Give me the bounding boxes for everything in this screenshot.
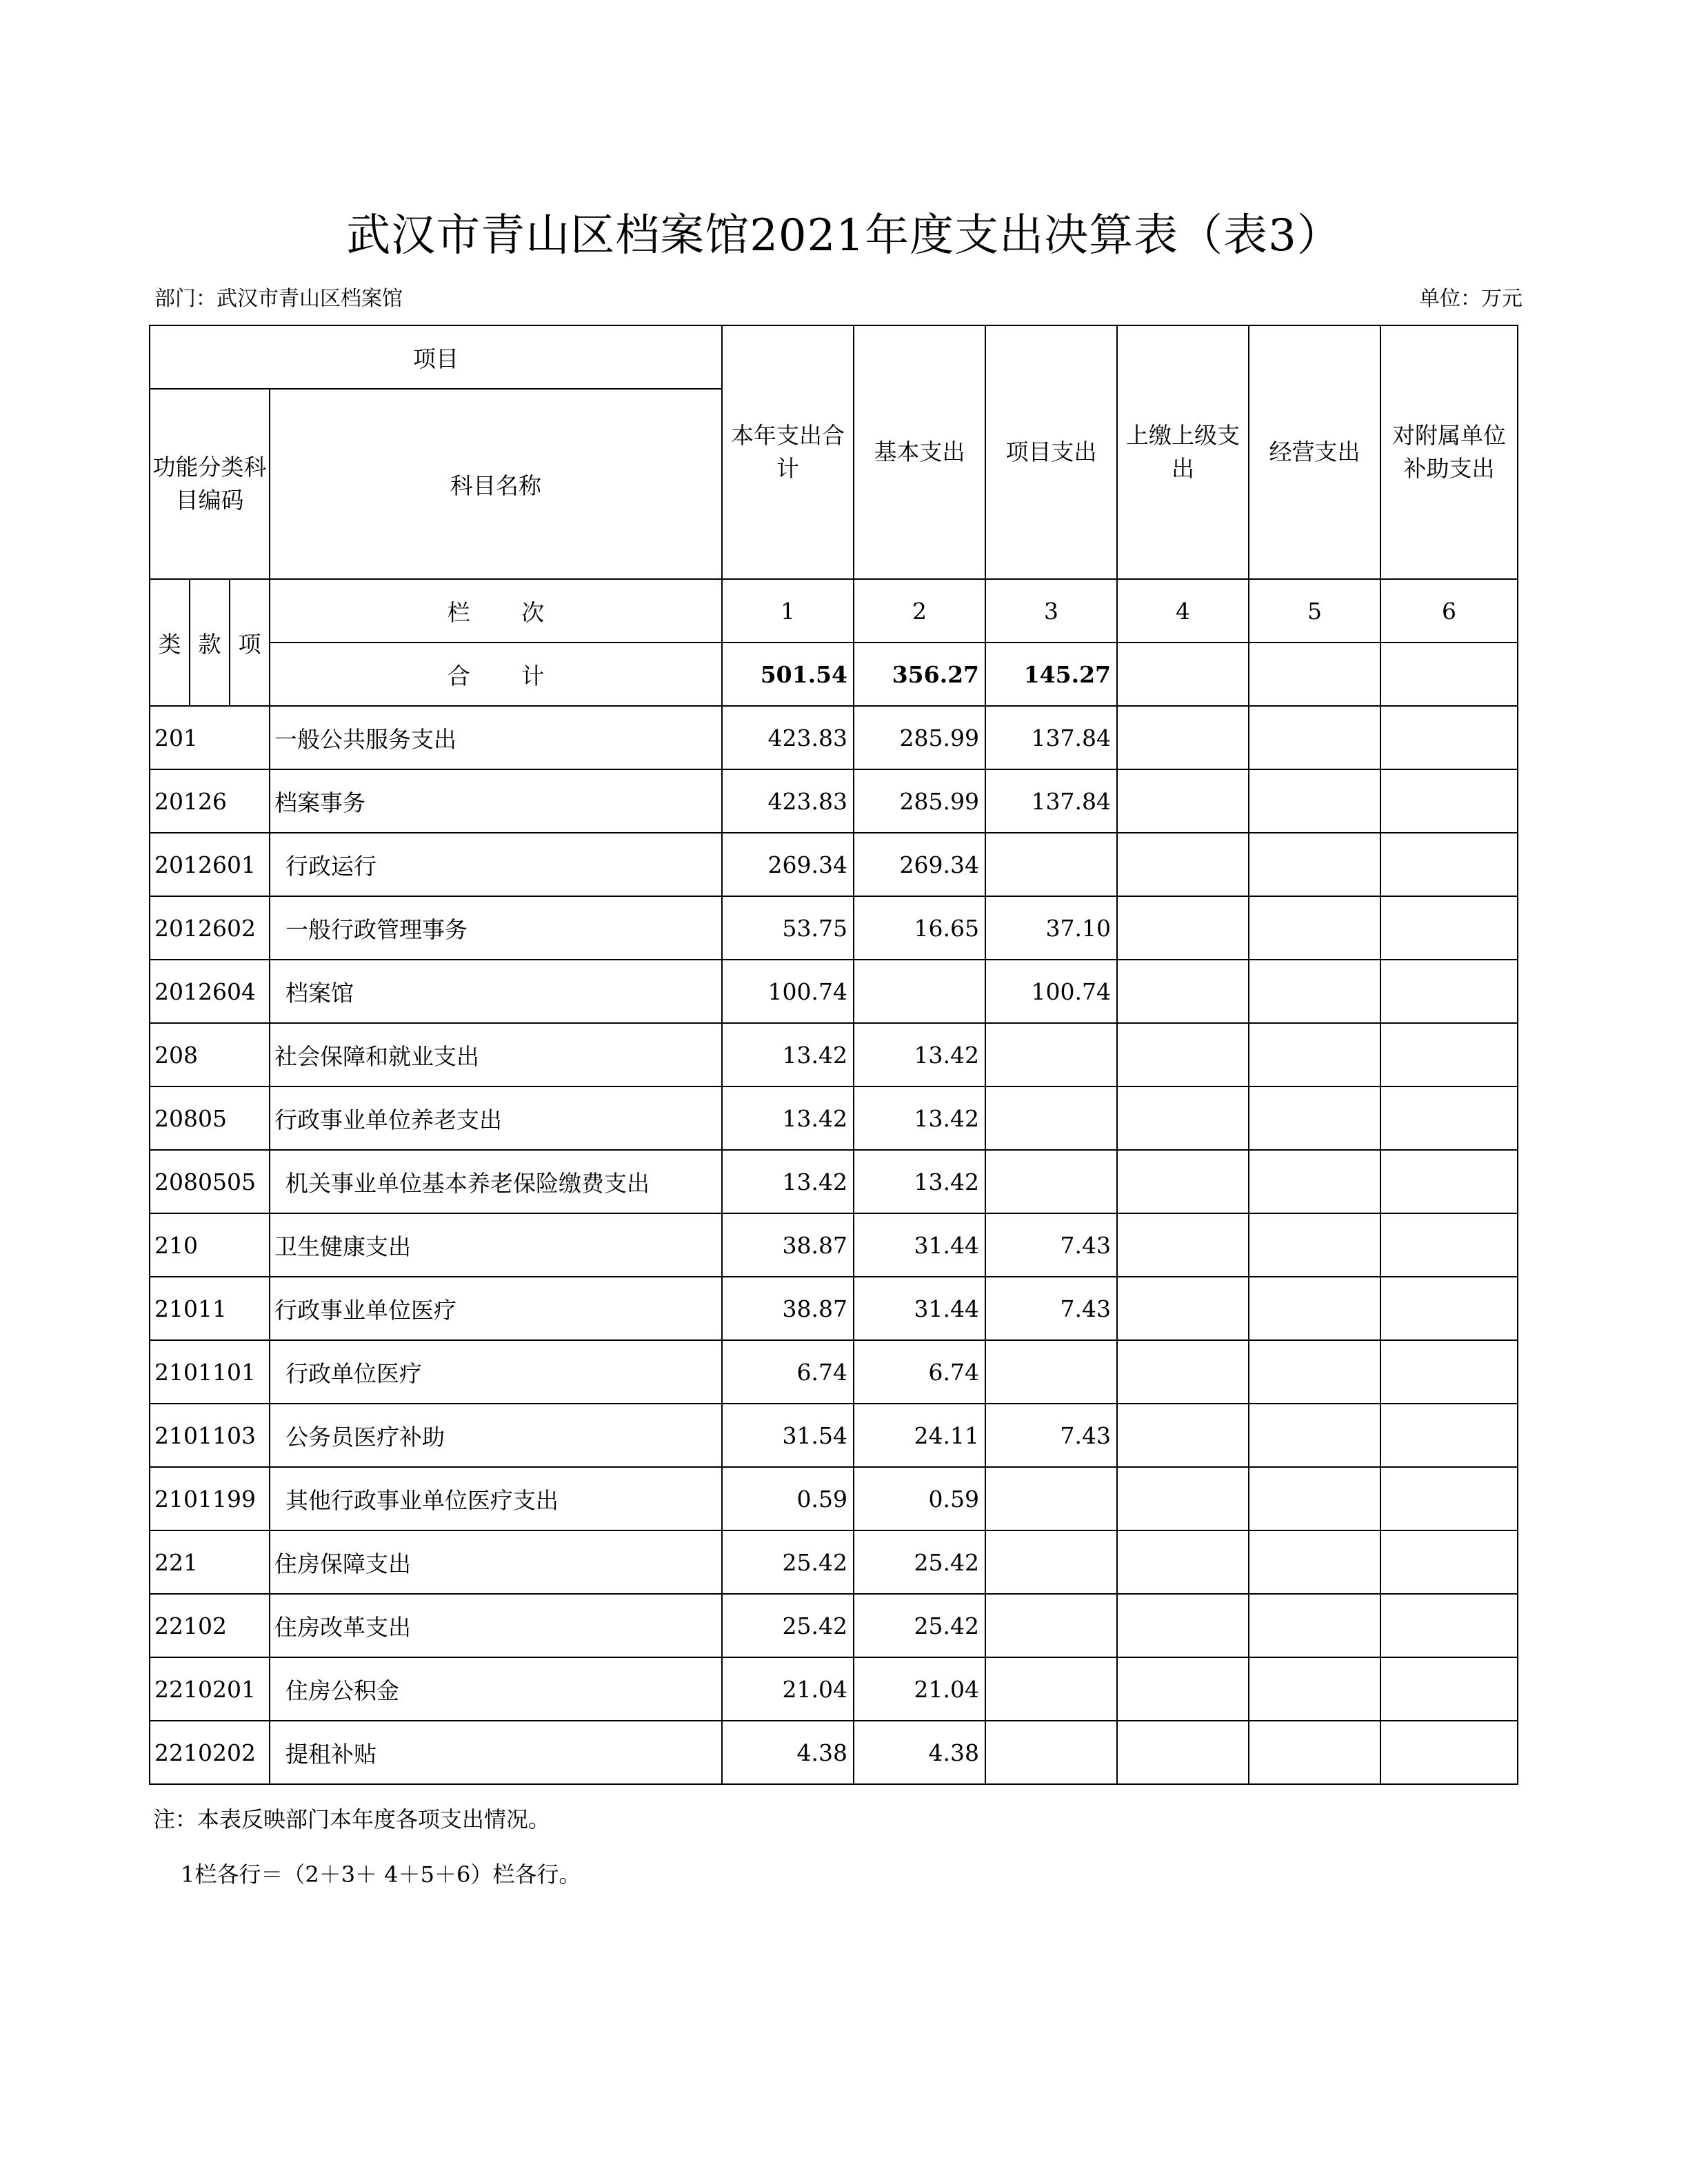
row-project-value: 37.10 bbox=[985, 896, 1117, 960]
page-title: 武汉市青山区档案馆2021年度支出决算表（表3） bbox=[346, 210, 1342, 261]
table-row bbox=[150, 1657, 1518, 1721]
row-subject-name: 社会保障和就业支出 bbox=[270, 1023, 722, 1086]
row-code: 2101101 bbox=[150, 1340, 270, 1404]
row-total-value: 13.42 bbox=[722, 1023, 854, 1086]
row-total-value: 25.42 bbox=[722, 1594, 854, 1657]
header-xiang: 项 bbox=[230, 579, 270, 706]
table-row bbox=[150, 833, 1518, 896]
header-subject-name: 科目名称 bbox=[270, 389, 722, 579]
row-business-value bbox=[1249, 1467, 1380, 1530]
row-upper-value bbox=[1117, 1721, 1249, 1784]
row-project-value bbox=[985, 1086, 1117, 1150]
table-row bbox=[150, 896, 1518, 960]
header-col-basic: 基本支出 bbox=[854, 325, 985, 579]
row-subject-name: 住房保障支出 bbox=[270, 1530, 722, 1594]
row-basic-value: 21.04 bbox=[854, 1657, 985, 1721]
row-basic-value: 16.65 bbox=[854, 896, 985, 960]
row-code: 21011 bbox=[150, 1277, 270, 1340]
row-subject-name: 档案馆 bbox=[270, 960, 722, 1023]
row-project-value bbox=[985, 1657, 1117, 1721]
row-subject-name: 一般公共服务支出 bbox=[270, 706, 722, 769]
row-business-value bbox=[1249, 1340, 1380, 1404]
col-number-3: 3 bbox=[985, 579, 1117, 643]
row-project-value: 137.84 bbox=[985, 706, 1117, 769]
row-project-value: 100.74 bbox=[985, 960, 1117, 1023]
row-business-value bbox=[1249, 1277, 1380, 1340]
row-basic-value: 31.44 bbox=[854, 1277, 985, 1340]
table-row bbox=[150, 769, 1518, 833]
header-item: 项目 bbox=[150, 325, 722, 389]
row-basic-value: 24.11 bbox=[854, 1404, 985, 1467]
row-code: 2210201 bbox=[150, 1657, 270, 1721]
row-code: 22102 bbox=[150, 1594, 270, 1657]
header-col-upper: 上缴上级支出 bbox=[1117, 325, 1249, 579]
table-row bbox=[150, 1150, 1518, 1213]
row-business-value bbox=[1249, 1213, 1380, 1277]
col-number-2: 2 bbox=[854, 579, 985, 643]
row-business-value bbox=[1249, 833, 1380, 896]
row-basic-value: 13.42 bbox=[854, 1150, 985, 1213]
total-upper bbox=[1117, 643, 1249, 706]
row-total-value: 13.42 bbox=[722, 1086, 854, 1150]
row-total-value: 53.75 bbox=[722, 896, 854, 960]
row-total-value: 100.74 bbox=[722, 960, 854, 1023]
row-subsidy-value bbox=[1380, 706, 1518, 769]
row-basic-value: 13.42 bbox=[854, 1086, 985, 1150]
table-row bbox=[150, 960, 1518, 1023]
row-code: 20805 bbox=[150, 1086, 270, 1150]
row-basic-value: 25.42 bbox=[854, 1594, 985, 1657]
col-number-6: 6 bbox=[1380, 579, 1518, 643]
note-line-2: 1栏各行＝（2＋3＋ 4＋5＋6）栏各行。 bbox=[181, 1861, 581, 1888]
row-total-value: 0.59 bbox=[722, 1467, 854, 1530]
row-subject-name: 机关事业单位基本养老保险缴费支出 bbox=[270, 1150, 722, 1213]
table-row bbox=[150, 1404, 1518, 1467]
row-subsidy-value bbox=[1380, 1213, 1518, 1277]
table-row bbox=[150, 1467, 1518, 1530]
row-business-value bbox=[1249, 896, 1380, 960]
row-subsidy-value bbox=[1380, 833, 1518, 896]
table-row bbox=[150, 1594, 1518, 1657]
row-subsidy-value bbox=[1380, 1657, 1518, 1721]
row-subject-name: 公务员医疗补助 bbox=[270, 1404, 722, 1467]
row-upper-value bbox=[1117, 1340, 1249, 1404]
row-project-value bbox=[985, 1467, 1117, 1530]
row-business-value bbox=[1249, 1404, 1380, 1467]
department-label: 部门：武汉市青山区档案馆 bbox=[154, 287, 403, 311]
row-upper-value bbox=[1117, 960, 1249, 1023]
row-project-value bbox=[985, 1530, 1117, 1594]
header-kuan: 款 bbox=[190, 579, 230, 706]
row-upper-value bbox=[1117, 896, 1249, 960]
row-code: 20126 bbox=[150, 769, 270, 833]
row-basic-value: 285.99 bbox=[854, 706, 985, 769]
row-subsidy-value bbox=[1380, 1340, 1518, 1404]
row-code: 2012601 bbox=[150, 833, 270, 896]
row-code: 208 bbox=[150, 1023, 270, 1086]
row-total-value: 31.54 bbox=[722, 1404, 854, 1467]
table-row bbox=[150, 1023, 1518, 1086]
header-col-project: 项目支出 bbox=[985, 325, 1117, 579]
row-project-value: 137.84 bbox=[985, 769, 1117, 833]
row-upper-value bbox=[1117, 769, 1249, 833]
row-upper-value bbox=[1117, 1150, 1249, 1213]
unit-label: 单位：万元 bbox=[1419, 287, 1523, 311]
total-sum: 501.54 bbox=[722, 643, 854, 706]
col-number-5: 5 bbox=[1249, 579, 1380, 643]
table-row bbox=[150, 1721, 1518, 1784]
row-business-value bbox=[1249, 1594, 1380, 1657]
row-business-value bbox=[1249, 1657, 1380, 1721]
row-business-value bbox=[1249, 769, 1380, 833]
row-code: 201 bbox=[150, 706, 270, 769]
header-col-subsidy: 对附属单位补助支出 bbox=[1380, 325, 1518, 579]
row-subject-name: 行政单位医疗 bbox=[270, 1340, 722, 1404]
row-business-value bbox=[1249, 1023, 1380, 1086]
row-business-value bbox=[1249, 1086, 1380, 1150]
row-project-value bbox=[985, 833, 1117, 896]
row-total-value: 423.83 bbox=[722, 769, 854, 833]
total-project: 145.27 bbox=[985, 643, 1117, 706]
row-code: 2012604 bbox=[150, 960, 270, 1023]
row-upper-value bbox=[1117, 1086, 1249, 1150]
col-number-4: 4 bbox=[1117, 579, 1249, 643]
row-subsidy-value bbox=[1380, 1467, 1518, 1530]
row-subject-name: 一般行政管理事务 bbox=[270, 896, 722, 960]
row-basic-value: 285.99 bbox=[854, 769, 985, 833]
row-project-value bbox=[985, 1340, 1117, 1404]
row-upper-value bbox=[1117, 1213, 1249, 1277]
row-subsidy-value bbox=[1380, 1277, 1518, 1340]
row-total-value: 423.83 bbox=[722, 706, 854, 769]
row-subject-name: 住房公积金 bbox=[270, 1657, 722, 1721]
row-subsidy-value bbox=[1380, 769, 1518, 833]
total-basic: 356.27 bbox=[854, 643, 985, 706]
row-basic-value bbox=[854, 960, 985, 1023]
col-number-1: 1 bbox=[722, 579, 854, 643]
row-total-value: 269.34 bbox=[722, 833, 854, 896]
row-subsidy-value bbox=[1380, 1721, 1518, 1784]
row-upper-value bbox=[1117, 1467, 1249, 1530]
row-basic-value: 25.42 bbox=[854, 1530, 985, 1594]
row-code: 221 bbox=[150, 1530, 270, 1594]
row-upper-value bbox=[1117, 1657, 1249, 1721]
row-business-value bbox=[1249, 1150, 1380, 1213]
row-code: 2012602 bbox=[150, 896, 270, 960]
row-total-value: 38.87 bbox=[722, 1213, 854, 1277]
row-upper-value bbox=[1117, 1530, 1249, 1594]
row-basic-value: 0.59 bbox=[854, 1467, 985, 1530]
row-business-value bbox=[1249, 1721, 1380, 1784]
row-basic-value: 269.34 bbox=[854, 833, 985, 896]
row-total-value: 4.38 bbox=[722, 1721, 854, 1784]
total-row-label: 合 计 bbox=[447, 662, 567, 689]
row-project-value: 7.43 bbox=[985, 1404, 1117, 1467]
row-project-value bbox=[985, 1150, 1117, 1213]
row-total-value: 38.87 bbox=[722, 1277, 854, 1340]
row-subsidy-value bbox=[1380, 896, 1518, 960]
row-upper-value bbox=[1117, 1404, 1249, 1467]
total-subsidy bbox=[1380, 643, 1518, 706]
header-func-code: 功能分类科目编码 bbox=[150, 389, 270, 579]
row-subject-name: 提租补贴 bbox=[270, 1721, 722, 1784]
row-business-value bbox=[1249, 960, 1380, 1023]
row-subsidy-value bbox=[1380, 1150, 1518, 1213]
row-upper-value bbox=[1117, 1277, 1249, 1340]
row-subject-name: 其他行政事业单位医疗支出 bbox=[270, 1467, 722, 1530]
row-upper-value bbox=[1117, 706, 1249, 769]
row-code: 2080505 bbox=[150, 1150, 270, 1213]
row-project-value bbox=[985, 1023, 1117, 1086]
row-subject-name: 行政运行 bbox=[270, 833, 722, 896]
header-lei: 类 bbox=[150, 579, 190, 706]
table-row bbox=[150, 1086, 1518, 1150]
row-code: 2101199 bbox=[150, 1467, 270, 1530]
row-upper-value bbox=[1117, 1594, 1249, 1657]
note-line-1: 注：本表反映部门本年度各项支出情况。 bbox=[153, 1806, 551, 1832]
row-subsidy-value bbox=[1380, 1530, 1518, 1594]
row-total-value: 13.42 bbox=[722, 1150, 854, 1213]
row-upper-value bbox=[1117, 833, 1249, 896]
row-total-value: 25.42 bbox=[722, 1530, 854, 1594]
table-row bbox=[150, 1530, 1518, 1594]
row-code: 210 bbox=[150, 1213, 270, 1277]
row-code: 2210202 bbox=[150, 1721, 270, 1784]
row-subject-name: 档案事务 bbox=[270, 769, 722, 833]
row-business-value bbox=[1249, 1530, 1380, 1594]
table-row bbox=[150, 1277, 1518, 1340]
header-col-total: 本年支出合计 bbox=[722, 325, 854, 579]
row-subsidy-value bbox=[1380, 960, 1518, 1023]
row-subsidy-value bbox=[1380, 1404, 1518, 1467]
row-subject-name: 卫生健康支出 bbox=[270, 1213, 722, 1277]
header-col-business: 经营支出 bbox=[1249, 325, 1380, 579]
table-row bbox=[150, 1213, 1518, 1277]
table-row bbox=[150, 1340, 1518, 1404]
row-subject-name: 行政事业单位医疗 bbox=[270, 1277, 722, 1340]
row-upper-value bbox=[1117, 1023, 1249, 1086]
header-lanci: 栏 次 bbox=[447, 598, 567, 626]
row-basic-value: 4.38 bbox=[854, 1721, 985, 1784]
row-business-value bbox=[1249, 706, 1380, 769]
row-total-value: 21.04 bbox=[722, 1657, 854, 1721]
row-subsidy-value bbox=[1380, 1023, 1518, 1086]
row-project-value bbox=[985, 1721, 1117, 1784]
total-business bbox=[1249, 643, 1380, 706]
row-subject-name: 住房改革支出 bbox=[270, 1594, 722, 1657]
row-code: 2101103 bbox=[150, 1404, 270, 1467]
expenditure-table bbox=[149, 325, 1518, 1785]
row-subsidy-value bbox=[1380, 1594, 1518, 1657]
row-subsidy-value bbox=[1380, 1086, 1518, 1150]
row-total-value: 6.74 bbox=[722, 1340, 854, 1404]
row-project-value: 7.43 bbox=[985, 1213, 1117, 1277]
row-project-value: 7.43 bbox=[985, 1277, 1117, 1340]
row-basic-value: 31.44 bbox=[854, 1213, 985, 1277]
row-subject-name: 行政事业单位养老支出 bbox=[270, 1086, 722, 1150]
table-row bbox=[150, 706, 1518, 769]
row-project-value bbox=[985, 1594, 1117, 1657]
row-basic-value: 6.74 bbox=[854, 1340, 985, 1404]
row-basic-value: 13.42 bbox=[854, 1023, 985, 1086]
